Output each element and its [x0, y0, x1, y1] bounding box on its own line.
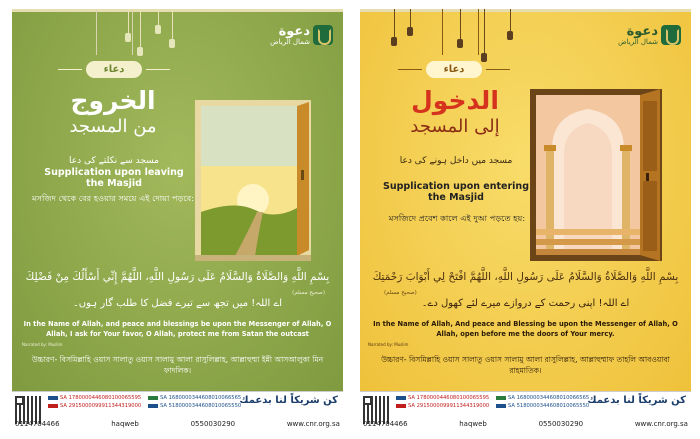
logo-subtitle: شمال الرياض — [270, 37, 310, 46]
bank-account: SA 5180000344608010065550 — [496, 403, 589, 409]
ornament-divider — [58, 69, 82, 70]
lantern-string — [140, 9, 141, 47]
dua-bengali: উচ্চারণ- বিসমিল্লাহি ওয়াস সালাতু ওয়াস সালামু আলা রাসুলিল্লাহ, আল্লাহুম্মাফ তাহলি আবওয়াবা রাহমাতিক। — [381, 355, 670, 375]
support-slogan: كن شريكاً لنا بدعمك — [587, 395, 686, 406]
bank-account: SA 1780000446080100065595 — [48, 395, 141, 401]
title-english: Supplication upon leaving the Masjid — [44, 167, 184, 190]
mobile-number[interactable]: 0550030290 — [190, 420, 236, 428]
title-urdu: مسجد سے نکلتے کی دعا — [69, 156, 159, 166]
mobile-number[interactable]: 0550030290 — [538, 420, 584, 428]
lantern-string — [460, 9, 461, 39]
lantern-string — [158, 9, 159, 25]
lantern-string — [172, 9, 173, 39]
page-subtitle: إلى المسجد — [410, 116, 500, 137]
lantern-string — [484, 9, 485, 53]
lantern-string — [128, 9, 129, 33]
logo-name: دعوة — [626, 24, 658, 39]
narrated-by: Narrated by: Muslim — [368, 342, 409, 347]
dua-urdu: اے اللہ! اپنی رحمت کے دروازے میرے لئے کھول دے۔ — [421, 298, 630, 309]
lantern-icon — [507, 31, 513, 40]
dawah-logo — [270, 25, 333, 46]
dua-bengali: উচ্চারণ- বিসমিল্লাহি ওয়াস সালাতু ওয়াস সালামু আলা রাসুলিল্লাহ, আল্লাহুম্মা ইন্নী আসআলুকা মিন ফাদলিক। — [31, 355, 324, 375]
website-link[interactable]: www.cnr.org.sa — [634, 420, 688, 428]
door-sunrise-icon — [195, 100, 311, 261]
lantern-string — [394, 9, 395, 37]
source-reference: (صحيح مسلم) — [292, 290, 325, 296]
hanging-string — [96, 9, 97, 55]
lantern-icon — [155, 25, 161, 34]
ornament-divider — [398, 69, 422, 70]
lantern-icon — [169, 39, 175, 48]
dawah-logo — [618, 25, 681, 46]
lantern-icon — [457, 39, 463, 48]
ornament-divider — [486, 69, 510, 70]
hanging-string — [132, 9, 133, 55]
bank-account: SA 5180000344608010065550 — [148, 403, 241, 409]
bank-account: SA 2915000099911344319000 — [48, 403, 141, 409]
phone-number[interactable]: 0114704466 — [363, 420, 408, 428]
hanging-string — [442, 9, 443, 55]
support-slogan: كن شريكاً لنا بدعمك — [239, 395, 338, 406]
dua-label: دعاء — [426, 61, 482, 78]
logo-mark-icon — [313, 25, 333, 45]
donation-footer — [360, 391, 691, 430]
title-urdu: مسجد میں داخل ہونے کی دعا — [399, 156, 513, 166]
dua-urdu: اے اللہ! میں تجھ سے تیرے فضل کا طلب گار ہوں۔ — [72, 298, 283, 309]
lantern-icon — [481, 53, 487, 62]
masjid-door-icon — [530, 89, 662, 261]
bank-account: SA 1680000344608010066565 — [496, 395, 589, 401]
hanging-string — [478, 9, 479, 55]
dua-english: In the Name of Allah, And peace and Blessing be upon the Messenger of Allah, O Allah, open before me the doors of Your mercy. — [373, 320, 678, 339]
website-link[interactable]: www.cnr.org.sa — [286, 420, 340, 428]
poster-entering-masjid — [360, 9, 691, 430]
logo-mark-icon — [661, 25, 681, 45]
bank-account: SA 1680000344608010066565 — [148, 395, 241, 401]
social-handle[interactable]: haqweb — [111, 420, 139, 428]
open-door-illustration — [530, 89, 662, 261]
lantern-icon — [391, 37, 397, 46]
ornament-divider — [146, 69, 170, 70]
title-english: Supplication upon entering the Masjid — [382, 181, 529, 204]
lantern-icon — [137, 47, 143, 56]
bank-account: SA 2915000099911344319000 — [396, 403, 489, 409]
contact-bar — [363, 420, 688, 428]
lantern-icon — [125, 33, 131, 42]
social-handle[interactable]: haqweb — [459, 420, 487, 428]
donation-footer — [12, 391, 343, 430]
dua-english: In the Name of Allah, and peace and blessings be upon the Messenger of Allah, O Allah, I ask for Your favor, O Allah, protect me from Satan the outcast — [23, 320, 332, 339]
page-title: الخروج — [70, 86, 156, 115]
frame-top — [12, 9, 343, 12]
lantern-icon — [407, 27, 413, 36]
logo-name: دعوة — [278, 24, 310, 39]
lantern-string — [510, 9, 511, 31]
narrated-by: Narrated by: Muslim — [22, 342, 63, 347]
dua-arabic: بِسْمِ اللَّهِ وَالصَّلَاةُ وَالسَّلَامُ عَلَى رَسُولِ اللَّهِ، اللَّهُمَّ إِنِّي أَسْأَلُكَ مِنْ فَضْلِكَ — [25, 271, 330, 283]
logo-subtitle: شمال الرياض — [618, 37, 658, 46]
title-bengali: মসজিদ থেকে বের হওয়ার সময়ে এই দোয়া পড়বে: — [32, 193, 194, 203]
open-door-illustration — [195, 100, 311, 261]
page-subtitle: من المسجد — [69, 116, 157, 137]
dua-label: دعاء — [86, 61, 142, 78]
title-bengali: মসজিদে প্রবেশ কালে এই দুআ পড়তে হয়: — [388, 213, 526, 223]
page-title: الدخول — [411, 86, 499, 115]
bank-account: SA 1780000446080100065595 — [396, 395, 489, 401]
poster-leaving-masjid — [12, 9, 343, 430]
phone-number[interactable]: 0114704466 — [15, 420, 60, 428]
contact-bar — [15, 420, 340, 428]
source-reference: (صحيح مسلم) — [384, 290, 417, 296]
dua-arabic: بِسْمِ اللَّهِ وَالصَّلَاةُ وَالسَّلَامُ عَلَى رَسُولِ اللَّهِ، اللَّهُمَّ افْتَحْ لِي أَبْوَابَ رَحْمَتِكَ — [372, 271, 679, 283]
lantern-string — [410, 9, 411, 27]
